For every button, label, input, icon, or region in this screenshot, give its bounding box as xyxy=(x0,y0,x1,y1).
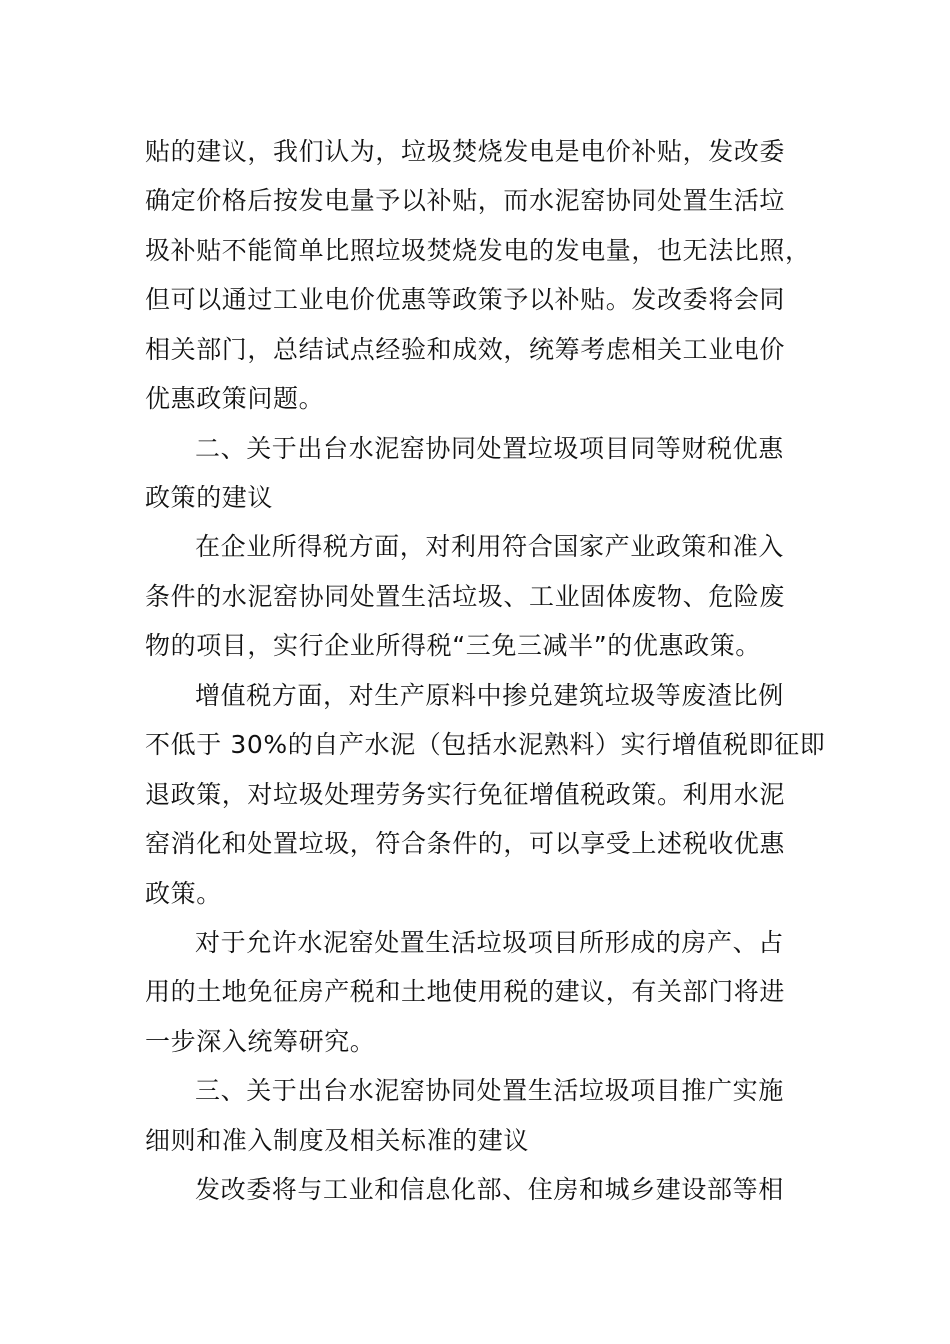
text-line: 窑消化和处置垃圾，符合条件的，可以享受上述税收优惠 xyxy=(145,829,786,858)
text-line: 相关部门，总结试点经验和成效，统筹考虑相关工业电价 xyxy=(145,335,786,364)
text-line: 不低于 30%的自产水泥（包括水泥熟料）实行增值税即征即 xyxy=(145,730,826,759)
text-line: 一步深入统筹研究。 xyxy=(145,1027,376,1056)
text-line: 退政策，对垃圾处理劳务实行免征增值税政策。利用水泥 xyxy=(145,780,786,809)
text-line: 发改委将与工业和信息化部、住房和城乡建设部等相 xyxy=(195,1175,784,1204)
text-line: 用的土地免征房产税和土地使用税的建议，有关部门将进 xyxy=(145,977,786,1006)
text-line: 条件的水泥窑协同处置生活垃圾、工业固体废物、危险废 xyxy=(145,582,786,611)
section-heading: 政策的建议 xyxy=(145,483,274,512)
text-line: 政策。 xyxy=(145,879,222,908)
text-line: 物的项目，实行企业所得税“三免三减半”的优惠政策。 xyxy=(145,631,761,660)
text-line: 但可以通过工业电价优惠等政策予以补贴。发改委将会同 xyxy=(145,285,786,314)
text-line: 对于允许水泥窑处置生活垃圾项目所形成的房产、占 xyxy=(195,928,784,957)
text-line: 贴的建议，我们认为，垃圾焚烧发电是电价补贴，发改委 xyxy=(145,137,786,166)
section-heading: 二、关于出台水泥窑协同处置垃圾项目同等财税优惠 xyxy=(195,434,784,463)
section-heading: 细则和准入制度及相关标准的建议 xyxy=(145,1126,530,1155)
text-line: 优惠政策问题。 xyxy=(145,384,325,413)
text-line: 确定价格后按发电量予以补贴，而水泥窑协同处置生活垃 xyxy=(145,186,786,215)
text-line: 在企业所得税方面，对利用符合国家产业政策和准入 xyxy=(195,532,784,561)
text-line: 增值税方面，对生产原料中掺兑建筑垃圾等废渣比例 xyxy=(195,681,784,710)
text-line: 圾补贴不能简单比照垃圾焚烧发电的发电量，也无法比照， xyxy=(145,236,811,265)
section-heading: 三、关于出台水泥窑协同处置生活垃圾项目推广实施 xyxy=(195,1076,784,1105)
